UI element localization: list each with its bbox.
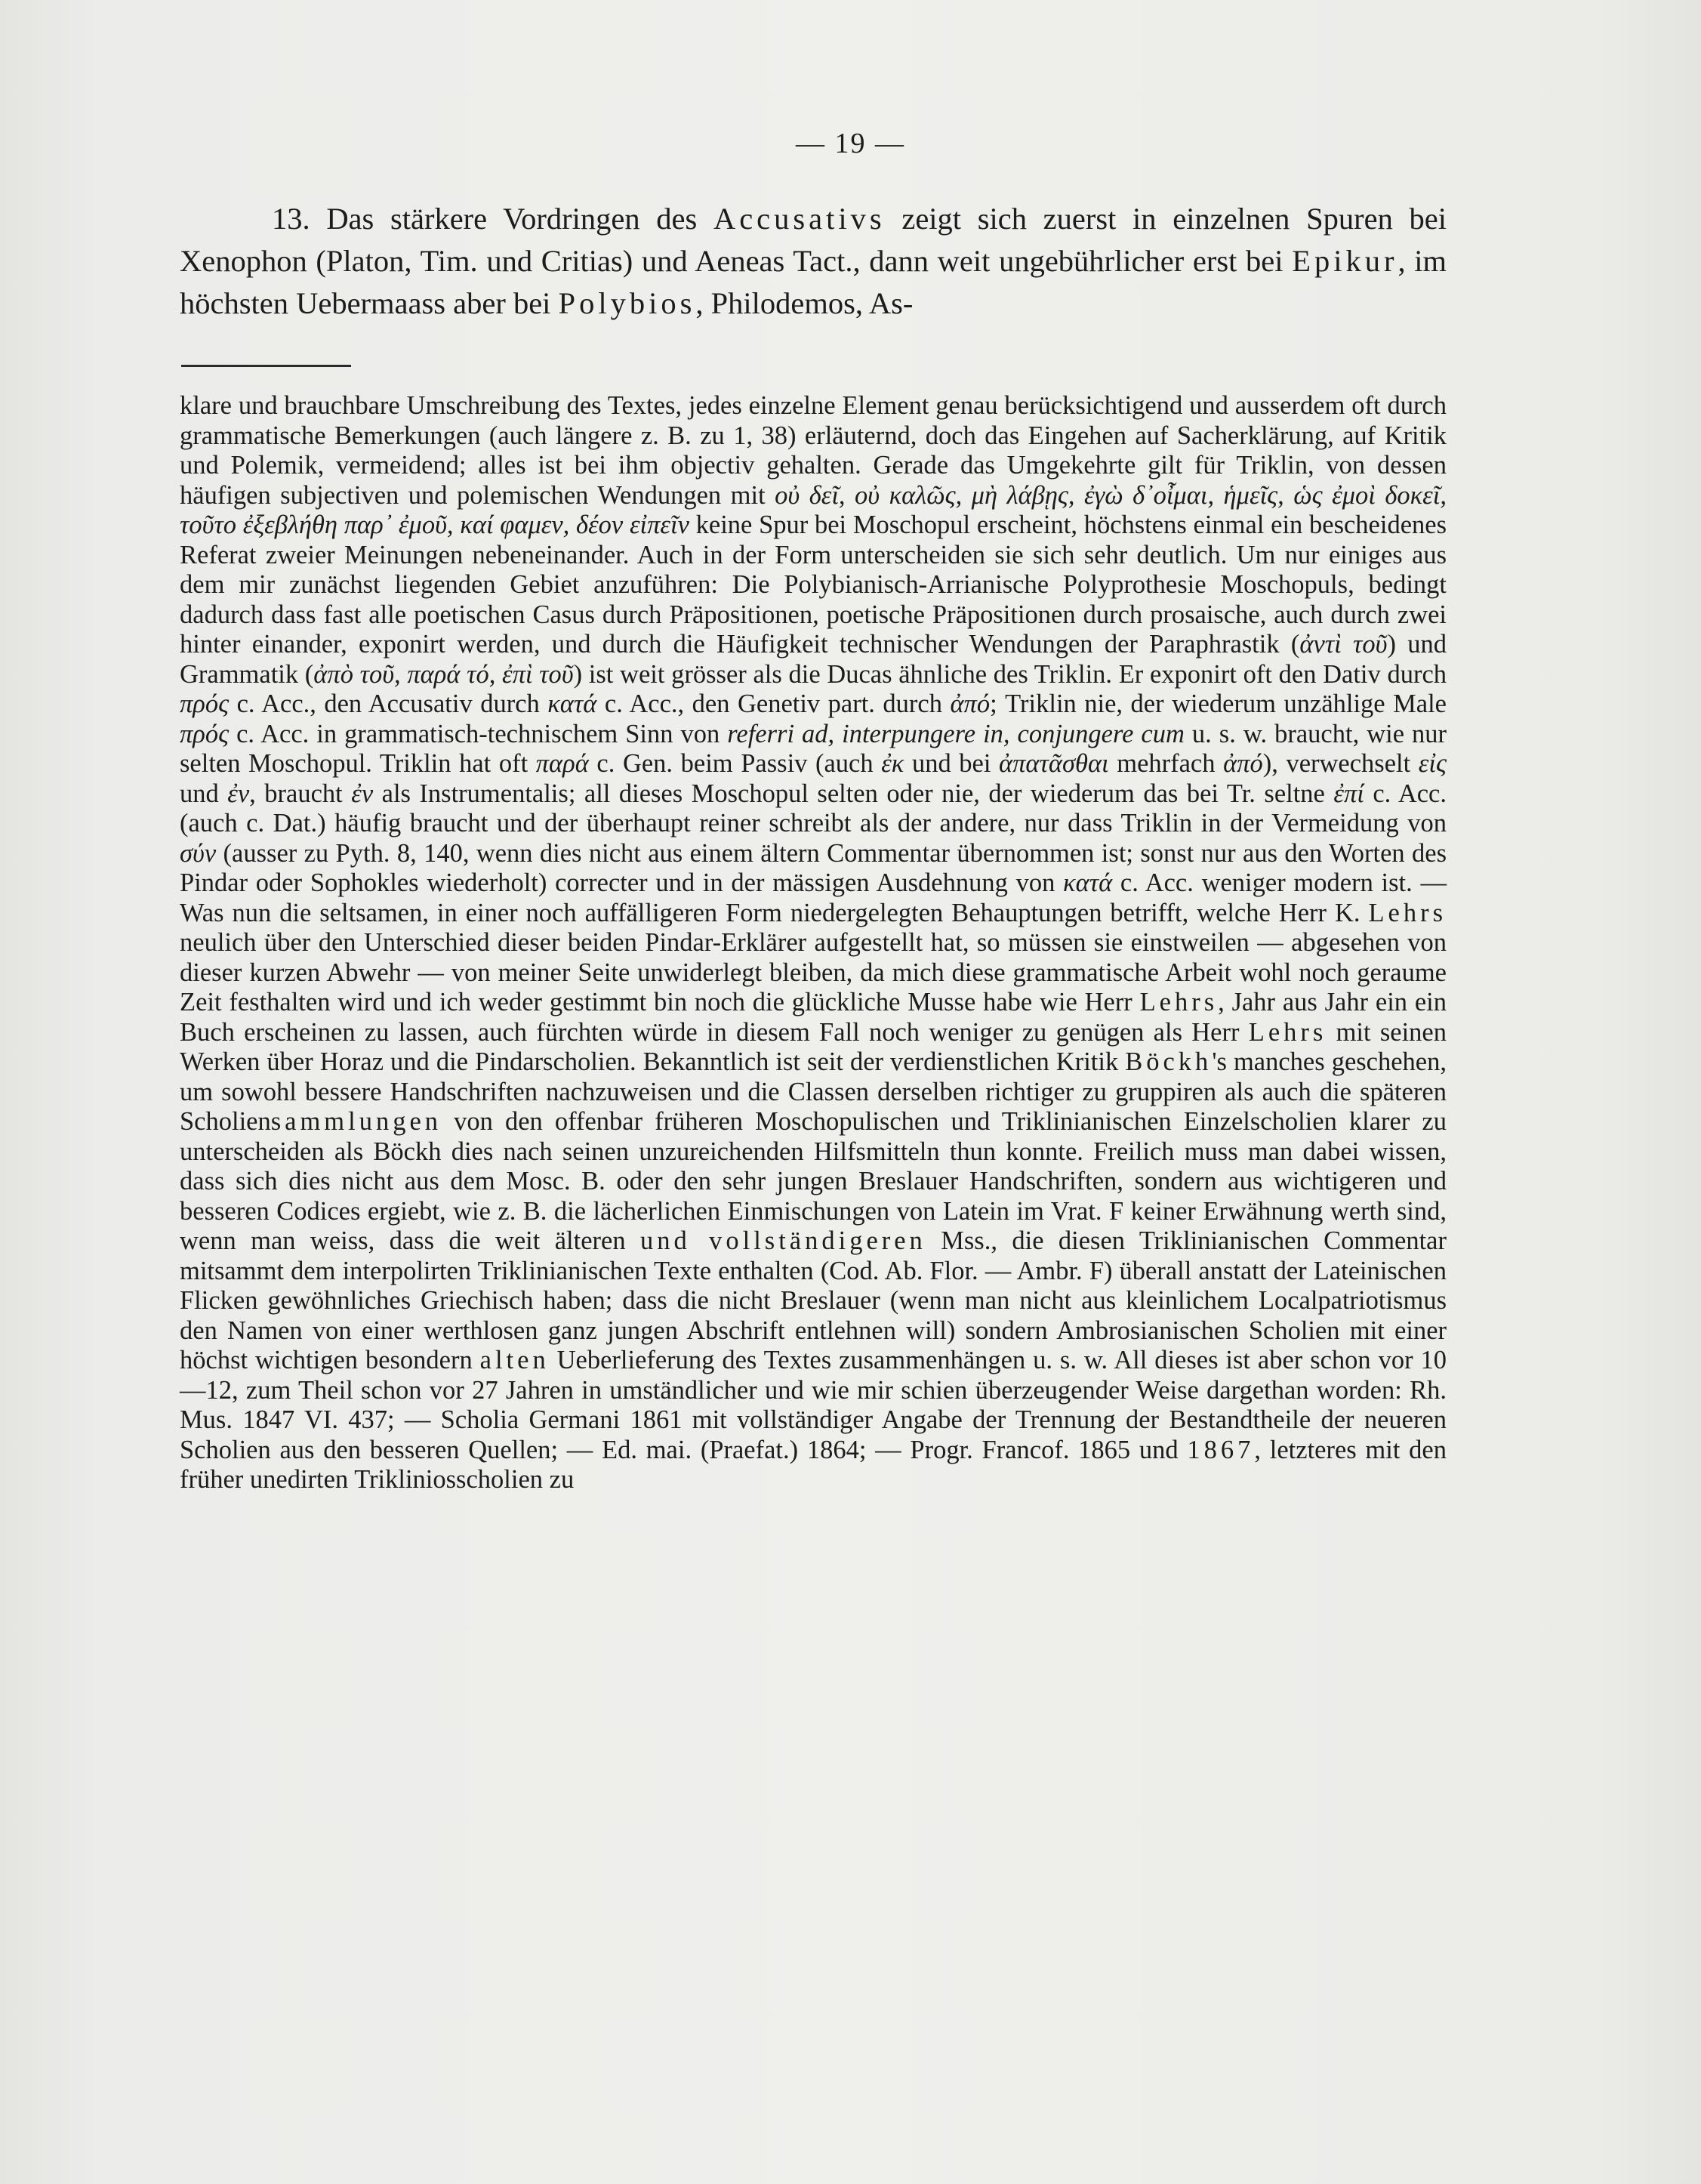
main-text: zeigt sich zuerst in einzelnen Spuren bei Xenophon (Platon, Tim. und Critias) und Aeneas Tact., dann weit ungebührlicher erst bei [180,202,1447,278]
footnote-text: c. Gen. beim Passiv (auch [588,749,882,778]
greek-text: ἐκ [881,749,904,778]
footnote-text: von den offenbar früheren Moschopulischen und Triklinianischen Einzelscholien klarer zu unterscheiden als Böckh dies nach seinen unzureichenden Hilfsmitteln thun konnte. Freilich muss man dabei wissen, dass sich dies nicht aus dem Mosc. B. oder den sehr jungen Breslauer Handschriften, sondern aus wichtigeren und besseren Codices ergiebt, wie z. B. die lächerlichen Einmischungen von Latein im Vrat. F keiner Erwähnung werth sind, wenn man weiss, dass die weit älteren [180,1107,1447,1255]
spaced-year: 1867 [1187,1435,1255,1464]
footnote-text: c. Acc., den Genetiv part. durch [596,689,951,718]
footnote-text: , Jahr aus Jahr ein ein Buch erscheinen zu lassen, auch fürchten würde in diesem Fall noch weniger zu genügen als Herr [180,988,1447,1047]
footnote-divider [181,365,351,367]
main-text: 13. Das stärkere Vordringen des [272,202,713,236]
footnote-text: (ausser zu Pyth. 8, 140, wenn dies nicht aus einem ältern Commentar übernommen ist; sonst nur aus den Worten des Pindar oder Sophokles wiederholt) correcter und in der mässigen Ausdehnung von [180,838,1447,897]
spaced-emphasis: alten [479,1346,550,1374]
greek-text: ἐν [227,779,250,808]
spaced-emphasis: sammlungen [270,1107,442,1136]
greek-text: κατά [547,689,597,718]
footnote-text: , letzteres mit den früher unedirten Trikliniosscholien zu [180,1435,1447,1494]
footnote-text: ; Triklin nie, der wiederum unzählige Male [990,689,1447,718]
footnote-text: ) ist weit grösser als die Ducas ähnliche des Triklin. Er exponirt oft den Dativ durch [573,659,1447,689]
greek-text: εἰς [1418,749,1447,778]
footnote-text: mit seinen Werken über Horaz und die Pindarscholien. Bekanntlich ist seit der verdienstlichen Kritik [180,1017,1447,1076]
footnote-text: c. Acc., den Accusativ durch [229,689,548,718]
footnote-text: neulich über den Unterschied dieser beiden Pindar-Erklärer aufgestellt hat, so müssen sie einstweilen — abgesehen von dieser kurzen Abwehr — von meiner Seite unwiderlegt bleiben, da mich diese grammatische Arbeit wohl noch geraume Zeit festhalten wird und ich weder gestimmt bin noch die glückliche Musse habe wie Herr [180,928,1447,1016]
footnote-text: und bei [904,749,1000,778]
greek-text: ἀντὶ τοῦ [1299,630,1388,659]
main-text: , Philodemos, As- [695,286,914,320]
greek-text: πρός [180,689,230,718]
spaced-term: Accusativs [713,202,886,236]
greek-text: παρά [535,749,589,778]
footnote-text: c. Acc. weniger modern ist. — Was nun die seltsamen, in einer noch auffälligeren Form niedergelegten Behauptungen betrifft, welche Herr K. [180,868,1447,927]
greek-text: ἐπί [1333,779,1364,808]
spaced-name: Lehrs [1139,988,1219,1016]
spaced-term: Epikur [1292,244,1398,278]
greek-text: πρός [180,719,230,748]
greek-text: ἀπατᾶσθαι [999,749,1109,778]
spaced-term: Polybios [558,286,696,320]
footnote-text: c. Acc. in grammatisch-technischem Sinn von [229,719,728,748]
footnote-text: u. s. w. braucht, wie nur selten Moschopul. Triklin hat oft [180,719,1447,778]
spaced-name: Böckh [1125,1047,1213,1076]
latin-italic-text: referri ad, interpungere in, conjungere cum [727,719,1185,748]
main-paragraph [180,198,1447,325]
footnote-text: Mss., die diesen Triklinianischen Commentar mitsammt dem interpolirten Triklinianischen Texte enthalten (Cod. Ab. Flor. — Ambr. F) überall anstatt der Lateinischen Flicken gewöhnliches Griechisch haben; dass die nicht Breslauer (wenn man nicht aus kleinlichem Localpatriotismus den Namen von einer werthlosen ganz jungen Abschrift entlehnen will) sondern Ambrosianischen Scholien mit einer höchst wichtigen besondern [180,1226,1447,1374]
footnote-text: ) und Grammatik ( [180,630,1447,689]
greek-text: ἀπὸ τοῦ, παρά τό, ἐπὶ τοῦ [313,659,574,689]
footnote-text: Ueberlieferung des Textes zusammenhängen u. s. w. All dieses ist aber schon vor 10—12, zum Theil schon vor 27 Jahren in umständlicher und wie mir schien überzeugender Weise dargethan worden: Rh. Mus. 1847 VI. 437; — Scholia Germani 1861 mit vollständiger Angabe der Trennung der Bestandtheile der neueren Scholien aus den besseren Quellen; — Ed. mai. (Praefat.) 1864; — Progr. Francof. 1865 und [180,1346,1447,1464]
footnote-text: ), verwechselt [1262,749,1419,778]
spaced-emphasis: und vollständigeren [639,1226,926,1255]
footnote-text: keine Spur bei Moschopul erscheint, höchstens einmal ein bescheidenes Referat zweier Meinungen nebeneinander. Auch in der Form unterscheiden sie sich sehr deutlich. Um nur einiges aus dem mir zunächst liegenden Gebiet anzuführen: Die Polybianisch-Arrianische Polyprothesie Moschopuls, bedingt dadurch dass fast alle poetischen Casus durch Präpositionen, poetische Präpositionen durch prosaische, auch durch zwei hinter einander, exponirt werden, und durch die Häufigkeit technischer Wendungen der Paraphrastik ( [180,511,1447,659]
footnote-text: c. Acc. (auch c. Dat.) häufig braucht und der überhaupt reiner schreibt als der andere, nur dass Triklin in der Vermeidung von [180,779,1447,838]
main-text: , im höchsten Uebermaass aber bei [180,244,1447,320]
footnote-text: klare und brauchbare Umschreibung des Textes, jedes einzelne Element genau berücksichtigend und ausserdem oft durch grammatische Bemerkungen (auch längere z. B. zu 1, 38) erläuternd, doch das Eingehen auf Sacherklärung, auf Kritik und Polemik, vermeidend; alles ist bei ihm objectiv gehalten. Gerade das Umgekehrte gilt für Triklin, von dessen häufigen subjectiven und polemischen Wendungen mit [180,391,1447,510]
spaced-name: Lehrs [1368,898,1447,927]
footnote-text: , braucht [249,779,352,808]
greek-text: ἀπό [950,689,991,718]
footnote-text: und [180,779,228,808]
page-number: — 19 — [796,128,905,159]
greek-text: κατά [1063,868,1113,897]
footnote-paragraph [180,391,1447,1495]
greek-text: οὐ δεῖ, οὐ καλῶς, μὴ λάβῃς, ἐγὼ δ᾽οἶμαι, ἡμεῖς, ὡς ἐμοὶ δοκεῖ, τοῦτο ἐξεβλήθη παρ᾽ ἐμοῦ, καί φαμεν, δέον εἰπεῖν [180,480,1447,539]
footnote-text: mehrfach [1108,749,1224,778]
greek-text: ἐν [351,779,374,808]
spaced-name: Lehrs [1248,1017,1327,1047]
footnote-text: 's manches geschehen, um sowohl bessere Handschriften nachzuweisen und die Classen derselben richtiger zu gruppiren als auch die späteren Scholien [180,1047,1447,1136]
footnote-text: als Instrumentalis; all dieses Moschopul selten oder nie, der wiederum das bei Tr. seltne [373,779,1334,808]
greek-text: ἀπό [1223,749,1263,778]
greek-text: σύν [180,838,217,868]
